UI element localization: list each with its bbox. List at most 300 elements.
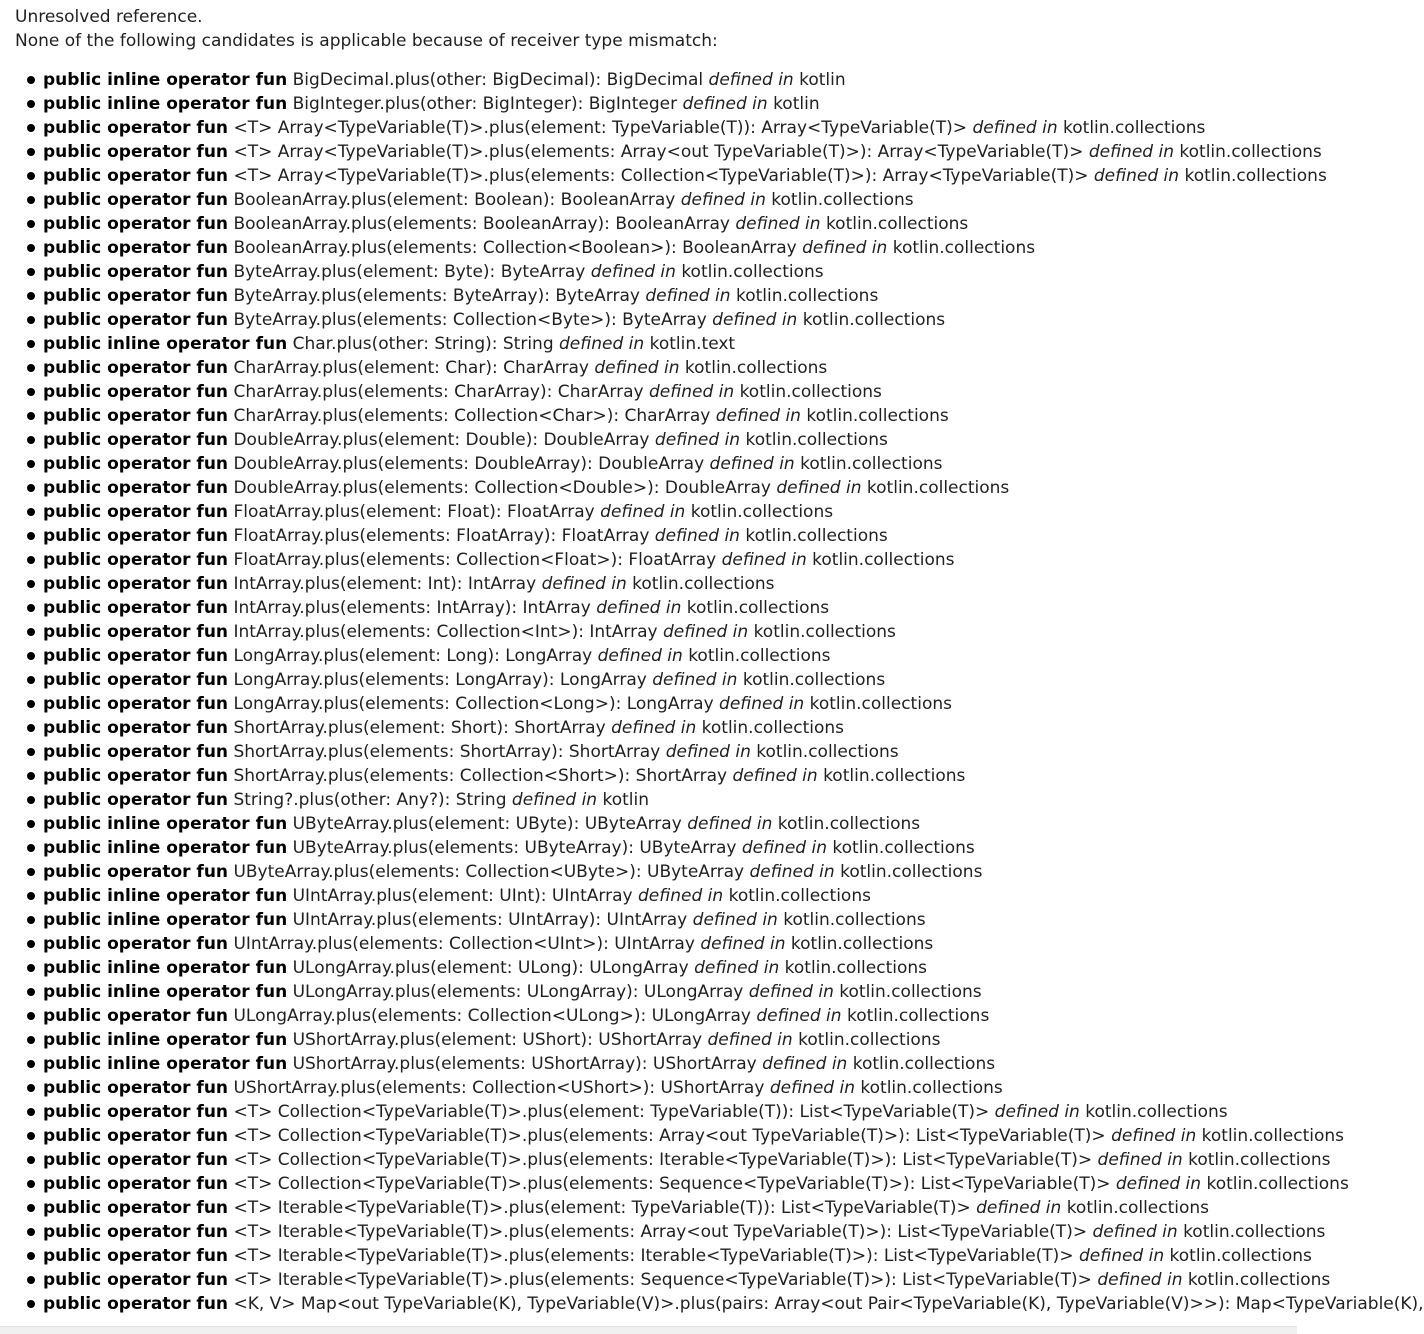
defined-in-label: defined in bbox=[590, 262, 676, 282]
bullet-icon bbox=[27, 988, 35, 996]
candidate-signature: UShortArray.plus(elements: Collection<UShort>): UShortArray bbox=[233, 1078, 765, 1098]
candidate-item bbox=[0, 812, 1424, 836]
candidate-package: kotlin.collections bbox=[784, 958, 927, 978]
candidate-package: kotlin.collections bbox=[735, 286, 879, 306]
candidate-signature: ULongArray.plus(elements: Collection<ULong>): ULongArray bbox=[233, 1006, 751, 1026]
bullet-icon bbox=[27, 1036, 35, 1044]
bullet-icon bbox=[27, 868, 35, 876]
candidate-signature: BigDecimal.plus(other: BigDecimal): BigDecimal bbox=[292, 70, 704, 90]
candidate-modifiers: public operator fun bbox=[43, 1222, 229, 1242]
candidate-modifiers: public operator fun bbox=[43, 526, 229, 546]
candidate-item bbox=[0, 860, 1424, 884]
candidate-signature: <T> Iterable<TypeVariable(T)>.plus(elements: Sequence<TypeVariable(T)>): List<TypeVariable(T)> bbox=[233, 1270, 1092, 1290]
candidate-item bbox=[0, 980, 1424, 1004]
candidate-signature: <T> Array<TypeVariable(T)>.plus(element: TypeVariable(T)): Array<TypeVariable(T)> bbox=[233, 118, 968, 138]
candidate-package: kotlin.collections bbox=[1066, 1198, 1210, 1218]
candidate-item bbox=[0, 908, 1424, 932]
defined-in-label: defined in bbox=[749, 862, 835, 882]
candidate-package: kotlin.collections bbox=[892, 238, 1036, 258]
candidate-package: kotlin bbox=[799, 70, 846, 90]
candidate-item bbox=[0, 788, 1424, 812]
defined-in-label: defined in bbox=[976, 1198, 1062, 1218]
candidate-modifiers: public operator fun bbox=[43, 766, 229, 786]
candidate-package: kotlin.collections bbox=[802, 310, 946, 330]
defined-in-label: defined in bbox=[707, 1030, 793, 1050]
bullet-icon bbox=[27, 748, 35, 756]
candidate-item bbox=[0, 92, 1424, 116]
tooltip-bottom-edge bbox=[0, 1326, 1297, 1334]
candidate-signature: <T> Collection<TypeVariable(T)>.plus(elements: Array<out TypeVariable(T)>): List<TypeVariable(T)> bbox=[233, 1126, 1106, 1146]
defined-in-label: defined in bbox=[756, 1006, 842, 1026]
defined-in-label: defined in bbox=[662, 622, 749, 642]
candidate-package: kotlin.collections bbox=[860, 1078, 1003, 1098]
bullet-icon bbox=[27, 1228, 35, 1236]
candidate-package: kotlin.collections bbox=[832, 838, 975, 858]
candidate-item bbox=[0, 260, 1424, 284]
candidate-package: kotlin.collections bbox=[1169, 1246, 1312, 1266]
candidate-package: kotlin.collections bbox=[756, 742, 899, 762]
bullet-icon bbox=[27, 460, 35, 468]
candidate-item bbox=[0, 1148, 1424, 1172]
candidate-modifiers: public operator fun bbox=[43, 694, 229, 714]
candidate-item bbox=[0, 572, 1424, 596]
candidate-signature: ByteArray.plus(elements: Collection<Byte>): ByteArray bbox=[233, 310, 707, 330]
candidate-item bbox=[0, 740, 1424, 764]
candidate-signature: CharArray.plus(elements: CharArray): CharArray bbox=[233, 382, 644, 402]
candidate-package: kotlin.collections bbox=[1201, 1126, 1344, 1146]
defined-in-label: defined in bbox=[994, 1102, 1080, 1122]
candidate-signature: UByteArray.plus(elements: Collection<UByte>): UByteArray bbox=[233, 862, 745, 882]
candidate-modifiers: public operator fun bbox=[43, 1126, 229, 1146]
bullet-icon bbox=[27, 652, 35, 660]
candidate-signature: ShortArray.plus(elements: ShortArray): ShortArray bbox=[233, 742, 661, 762]
candidate-package: kotlin.collections bbox=[806, 406, 949, 426]
bullet-icon bbox=[27, 1012, 35, 1020]
defined-in-label: defined in bbox=[735, 214, 821, 234]
bullet-icon bbox=[27, 172, 35, 180]
candidate-modifiers: public operator fun bbox=[43, 1246, 229, 1266]
bullet-icon bbox=[27, 412, 35, 420]
candidate-package: kotlin.collections bbox=[632, 574, 775, 594]
candidate-package: kotlin.collections bbox=[739, 382, 882, 402]
candidate-item bbox=[0, 500, 1424, 524]
candidate-package: kotlin.text bbox=[649, 334, 736, 354]
bullet-icon bbox=[27, 388, 35, 396]
candidate-item bbox=[0, 356, 1424, 380]
candidate-item bbox=[0, 212, 1424, 236]
bullet-icon bbox=[27, 796, 35, 804]
candidate-signature: UByteArray.plus(elements: UByteArray): UByteArray bbox=[292, 838, 737, 858]
candidate-signature: <T> Array<TypeVariable(T)>.plus(elements: Array<out TypeVariable(T)>): Array<TypeVariable(T)> bbox=[233, 142, 1084, 162]
candidate-item bbox=[0, 644, 1424, 668]
defined-in-label: defined in bbox=[769, 1078, 855, 1098]
bullet-icon bbox=[27, 268, 35, 276]
candidate-modifiers: public operator fun bbox=[43, 478, 229, 498]
defined-in-label: defined in bbox=[692, 910, 778, 930]
candidate-item bbox=[0, 836, 1424, 860]
defined-in-label: defined in bbox=[709, 454, 795, 474]
candidate-item bbox=[0, 1292, 1424, 1316]
candidate-modifiers: public operator fun bbox=[43, 1150, 229, 1170]
candidate-signature: IntArray.plus(elements: Collection<Int>): IntArray bbox=[233, 622, 658, 642]
candidate-modifiers: public operator fun bbox=[43, 1270, 229, 1290]
candidate-package: kotlin.collections bbox=[839, 982, 982, 1002]
candidate-list bbox=[0, 68, 1424, 1316]
candidate-item bbox=[0, 956, 1424, 980]
candidate-item bbox=[0, 116, 1424, 140]
candidate-signature: <T> Collection<TypeVariable(T)>.plus(element: TypeVariable(T)): List<TypeVariable(T)> bbox=[233, 1102, 990, 1122]
candidate-modifiers: public operator fun bbox=[43, 358, 229, 378]
candidate-signature: ULongArray.plus(element: ULong): ULongArray bbox=[292, 958, 689, 978]
candidate-modifiers: public inline operator fun bbox=[43, 814, 288, 834]
candidate-modifiers: public operator fun bbox=[43, 574, 229, 594]
candidate-item bbox=[0, 68, 1424, 92]
candidate-package: kotlin.collections bbox=[1184, 166, 1327, 186]
candidate-signature: UIntArray.plus(elements: Collection<UInt>): UIntArray bbox=[233, 934, 695, 954]
candidate-package: kotlin.collections bbox=[846, 1006, 990, 1026]
bullet-icon bbox=[27, 556, 35, 564]
candidate-modifiers: public operator fun bbox=[43, 598, 229, 618]
candidate-signature: <K, V> Map<out TypeVariable(K), TypeVariable(V)>.plus(pairs: Array<out Pair<TypeVariable(K), TypeVariable(V)>>): Map<TypeVariable(K), bbox=[233, 1294, 1424, 1314]
bullet-icon bbox=[27, 364, 35, 372]
defined-in-label: defined in bbox=[721, 550, 807, 570]
defined-in-label: defined in bbox=[972, 118, 1058, 138]
candidate-modifiers: public operator fun bbox=[43, 550, 229, 570]
candidate-signature: ByteArray.plus(element: Byte): ByteArray bbox=[233, 262, 586, 282]
candidate-signature: LongArray.plus(element: Long): LongArray bbox=[233, 646, 593, 666]
candidate-signature: <T> Iterable<TypeVariable(T)>.plus(elements: Array<out TypeVariable(T)>): List<TypeVariable(T)> bbox=[233, 1222, 1088, 1242]
defined-in-label: defined in bbox=[559, 334, 645, 354]
candidate-item bbox=[0, 596, 1424, 620]
bullet-icon bbox=[27, 196, 35, 204]
candidate-signature: FloatArray.plus(element: Float): FloatArray bbox=[233, 502, 595, 522]
candidate-package: kotlin.collections bbox=[681, 262, 824, 282]
candidate-modifiers: public operator fun bbox=[43, 718, 229, 738]
defined-in-label: defined in bbox=[732, 766, 818, 786]
defined-in-label: defined in bbox=[665, 742, 751, 762]
candidate-item bbox=[0, 452, 1424, 476]
candidate-item bbox=[0, 1124, 1424, 1148]
candidate-signature: DoubleArray.plus(element: Double): DoubleArray bbox=[233, 430, 650, 450]
defined-in-label: defined in bbox=[1097, 1150, 1183, 1170]
candidate-item bbox=[0, 1244, 1424, 1268]
candidate-modifiers: public inline operator fun bbox=[43, 94, 288, 114]
defined-in-label: defined in bbox=[680, 190, 766, 210]
defined-in-label: defined in bbox=[694, 958, 780, 978]
candidate-item bbox=[0, 932, 1424, 956]
bullet-icon bbox=[27, 1276, 35, 1284]
candidate-modifiers: public inline operator fun bbox=[43, 886, 288, 906]
candidate-item bbox=[0, 1268, 1424, 1292]
candidate-modifiers: public inline operator fun bbox=[43, 334, 288, 354]
candidate-package: kotlin.collections bbox=[745, 430, 888, 450]
defined-in-label: defined in bbox=[600, 502, 686, 522]
defined-in-label: defined in bbox=[687, 814, 773, 834]
candidate-item bbox=[0, 1004, 1424, 1028]
candidate-modifiers: public operator fun bbox=[43, 1174, 229, 1194]
candidate-signature: CharArray.plus(elements: Collection<Char>): CharArray bbox=[233, 406, 711, 426]
candidate-modifiers: public operator fun bbox=[43, 1198, 229, 1218]
candidate-item bbox=[0, 308, 1424, 332]
bullet-icon bbox=[27, 1156, 35, 1164]
candidate-modifiers: public operator fun bbox=[43, 262, 229, 282]
candidate-item bbox=[0, 548, 1424, 572]
candidate-item bbox=[0, 236, 1424, 260]
candidate-package: kotlin.collections bbox=[823, 766, 966, 786]
candidate-package: kotlin.collections bbox=[798, 1030, 941, 1050]
bullet-icon bbox=[27, 220, 35, 228]
candidate-item bbox=[0, 476, 1424, 500]
candidate-signature: UShortArray.plus(elements: UShortArray): UShortArray bbox=[292, 1054, 757, 1074]
defined-in-label: defined in bbox=[682, 94, 768, 114]
defined-in-label: defined in bbox=[596, 598, 682, 618]
bullet-icon bbox=[27, 580, 35, 588]
defined-in-label: defined in bbox=[654, 430, 741, 450]
candidate-item bbox=[0, 620, 1424, 644]
candidate-modifiers: public operator fun bbox=[43, 142, 229, 162]
candidate-signature: ShortArray.plus(elements: Collection<Short>): ShortArray bbox=[233, 766, 728, 786]
bullet-icon bbox=[27, 100, 35, 108]
candidate-item bbox=[0, 404, 1424, 428]
candidate-signature: LongArray.plus(elements: LongArray): LongArray bbox=[233, 670, 647, 690]
candidate-item bbox=[0, 1220, 1424, 1244]
candidate-modifiers: public operator fun bbox=[43, 190, 229, 210]
candidate-package: kotlin.collections bbox=[812, 550, 955, 570]
bullet-icon bbox=[27, 508, 35, 516]
candidate-package: kotlin bbox=[602, 790, 650, 810]
defined-in-label: defined in bbox=[802, 238, 888, 258]
bullet-icon bbox=[27, 1180, 35, 1188]
candidate-package: kotlin.collections bbox=[1206, 1174, 1349, 1194]
candidate-modifiers: public inline operator fun bbox=[43, 982, 288, 1002]
defined-in-label: defined in bbox=[776, 478, 862, 498]
bullet-icon bbox=[27, 532, 35, 540]
defined-in-label: defined in bbox=[748, 982, 834, 1002]
defined-in-label: defined in bbox=[638, 886, 724, 906]
candidate-signature: CharArray.plus(element: Char): CharArray bbox=[233, 358, 589, 378]
candidate-signature: <T> Collection<TypeVariable(T)>.plus(elements: Sequence<TypeVariable(T)>): List<TypeVariable(T)> bbox=[233, 1174, 1111, 1194]
candidate-item bbox=[0, 140, 1424, 164]
candidate-package: kotlin.collections bbox=[1085, 1102, 1228, 1122]
bullet-icon bbox=[27, 820, 35, 828]
candidate-modifiers: public operator fun bbox=[43, 1294, 229, 1314]
candidate-modifiers: public operator fun bbox=[43, 1006, 229, 1026]
candidate-package: kotlin bbox=[773, 94, 820, 114]
candidate-item bbox=[0, 1196, 1424, 1220]
candidate-package: kotlin.collections bbox=[1063, 118, 1206, 138]
candidate-signature: <T> Array<TypeVariable(T)>.plus(elements: Collection<TypeVariable(T)>): Array<TypeVariable(T)> bbox=[233, 166, 1089, 186]
bullet-icon bbox=[27, 124, 35, 132]
candidate-modifiers: public operator fun bbox=[43, 382, 229, 402]
bullet-icon bbox=[27, 484, 35, 492]
tooltip-header bbox=[15, 5, 718, 53]
candidate-item bbox=[0, 1172, 1424, 1196]
defined-in-label: defined in bbox=[1115, 1174, 1202, 1194]
candidate-item bbox=[0, 1028, 1424, 1052]
candidate-modifiers: public inline operator fun bbox=[43, 70, 288, 90]
defined-in-label: defined in bbox=[715, 406, 801, 426]
candidate-modifiers: public operator fun bbox=[43, 646, 229, 666]
bullet-icon bbox=[27, 700, 35, 708]
defined-in-label: defined in bbox=[511, 790, 598, 810]
candidate-package: kotlin.collections bbox=[1187, 1270, 1331, 1290]
candidate-item bbox=[0, 188, 1424, 212]
candidate-package: kotlin.collections bbox=[745, 526, 888, 546]
candidate-package: kotlin.collections bbox=[1183, 1222, 1326, 1242]
candidate-modifiers: public operator fun bbox=[43, 166, 229, 186]
bullet-icon bbox=[27, 1252, 35, 1260]
candidate-modifiers: public inline operator fun bbox=[43, 1054, 288, 1074]
candidate-modifiers: public operator fun bbox=[43, 1102, 229, 1122]
candidate-modifiers: public operator fun bbox=[43, 790, 229, 810]
bullet-icon bbox=[27, 340, 35, 348]
candidate-package: kotlin.collections bbox=[686, 598, 830, 618]
candidate-package: kotlin.collections bbox=[777, 814, 921, 834]
bullet-icon bbox=[27, 676, 35, 684]
candidate-item bbox=[0, 524, 1424, 548]
bullet-icon bbox=[27, 436, 35, 444]
candidate-item bbox=[0, 692, 1424, 716]
defined-in-label: defined in bbox=[708, 70, 794, 90]
defined-in-label: defined in bbox=[611, 718, 697, 738]
candidate-package: kotlin.collections bbox=[840, 862, 983, 882]
bullet-icon bbox=[27, 1060, 35, 1068]
bullet-icon bbox=[27, 1132, 35, 1140]
candidate-package: kotlin.collections bbox=[753, 622, 896, 642]
candidate-modifiers: public inline operator fun bbox=[43, 1030, 288, 1050]
candidate-modifiers: public operator fun bbox=[43, 310, 229, 330]
candidate-package: kotlin.collections bbox=[688, 646, 831, 666]
candidate-signature: UIntArray.plus(element: UInt): UIntArray bbox=[292, 886, 633, 906]
candidate-modifiers: public operator fun bbox=[43, 742, 229, 762]
candidate-package: kotlin.collections bbox=[742, 670, 886, 690]
candidate-signature: DoubleArray.plus(elements: Collection<Double>): DoubleArray bbox=[233, 478, 771, 498]
candidate-item bbox=[0, 764, 1424, 788]
candidate-signature: DoubleArray.plus(elements: DoubleArray): DoubleArray bbox=[233, 454, 705, 474]
bullet-icon bbox=[27, 148, 35, 156]
candidate-modifiers: public operator fun bbox=[43, 118, 229, 138]
candidate-package: kotlin.collections bbox=[771, 190, 914, 210]
candidate-modifiers: public operator fun bbox=[43, 238, 229, 258]
candidate-signature: LongArray.plus(elements: Collection<Long>): LongArray bbox=[233, 694, 714, 714]
bullet-icon bbox=[27, 244, 35, 252]
candidate-package: kotlin.collections bbox=[809, 694, 952, 714]
candidate-package: kotlin.collections bbox=[684, 358, 828, 378]
candidate-modifiers: public operator fun bbox=[43, 502, 229, 522]
candidate-item bbox=[0, 164, 1424, 188]
candidate-modifiers: public operator fun bbox=[43, 454, 229, 474]
candidate-modifiers: public operator fun bbox=[43, 670, 229, 690]
candidate-signature: <T> Collection<TypeVariable(T)>.plus(elements: Iterable<TypeVariable(T)>): List<TypeVariable(T)> bbox=[233, 1150, 1093, 1170]
candidate-signature: ShortArray.plus(element: Short): ShortArray bbox=[233, 718, 606, 738]
error-title: Unresolved reference. bbox=[15, 7, 203, 27]
candidate-package: kotlin.collections bbox=[728, 886, 871, 906]
candidate-modifiers: public operator fun bbox=[43, 430, 229, 450]
candidate-item bbox=[0, 1076, 1424, 1100]
candidate-item bbox=[0, 1100, 1424, 1124]
defined-in-label: defined in bbox=[1088, 142, 1174, 162]
defined-in-label: defined in bbox=[594, 358, 680, 378]
candidate-signature: UByteArray.plus(element: UByte): UByteArray bbox=[292, 814, 682, 834]
candidate-signature: FloatArray.plus(elements: FloatArray): FloatArray bbox=[233, 526, 650, 546]
candidate-signature: UIntArray.plus(elements: UIntArray): UIntArray bbox=[292, 910, 688, 930]
candidate-package: kotlin.collections bbox=[1188, 1150, 1331, 1170]
candidate-item bbox=[0, 884, 1424, 908]
candidate-modifiers: public inline operator fun bbox=[43, 958, 288, 978]
bullet-icon bbox=[27, 316, 35, 324]
bullet-icon bbox=[27, 292, 35, 300]
defined-in-label: defined in bbox=[652, 670, 738, 690]
defined-in-label: defined in bbox=[1092, 1222, 1178, 1242]
candidate-signature: BigInteger.plus(other: BigInteger): BigInteger bbox=[292, 94, 678, 114]
candidate-modifiers: public operator fun bbox=[43, 406, 229, 426]
defined-in-label: defined in bbox=[762, 1054, 848, 1074]
candidate-modifiers: public operator fun bbox=[43, 934, 229, 954]
candidate-package: kotlin.collections bbox=[783, 910, 926, 930]
bullet-icon bbox=[27, 1204, 35, 1212]
bullet-icon bbox=[27, 1108, 35, 1116]
candidate-modifiers: public operator fun bbox=[43, 1078, 229, 1098]
candidate-modifiers: public inline operator fun bbox=[43, 910, 288, 930]
candidate-modifiers: public operator fun bbox=[43, 622, 229, 642]
candidate-package: kotlin.collections bbox=[866, 478, 1010, 498]
candidate-signature: Char.plus(other: String): String bbox=[292, 334, 554, 354]
bullet-icon bbox=[27, 1300, 35, 1308]
bullet-icon bbox=[27, 844, 35, 852]
defined-in-label: defined in bbox=[597, 646, 683, 666]
bullet-icon bbox=[27, 772, 35, 780]
defined-in-label: defined in bbox=[645, 286, 731, 306]
candidate-signature: UShortArray.plus(element: UShort): UShortArray bbox=[292, 1030, 703, 1050]
bullet-icon bbox=[27, 628, 35, 636]
candidate-item bbox=[0, 428, 1424, 452]
bullet-icon bbox=[27, 892, 35, 900]
candidate-package: kotlin.collections bbox=[1179, 142, 1322, 162]
bullet-icon bbox=[27, 604, 35, 612]
candidate-modifiers: public inline operator fun bbox=[43, 838, 288, 858]
candidate-item bbox=[0, 668, 1424, 692]
candidate-modifiers: public operator fun bbox=[43, 214, 229, 234]
candidate-package: kotlin.collections bbox=[800, 454, 943, 474]
defined-in-label: defined in bbox=[700, 934, 786, 954]
bullet-icon bbox=[27, 964, 35, 972]
bullet-icon bbox=[27, 76, 35, 84]
candidate-signature: <T> Iterable<TypeVariable(T)>.plus(element: TypeVariable(T)): List<TypeVariable(T)> bbox=[233, 1198, 971, 1218]
candidate-item bbox=[0, 380, 1424, 404]
candidate-signature: BooleanArray.plus(elements: Collection<Boolean>): BooleanArray bbox=[233, 238, 797, 258]
bullet-icon bbox=[27, 940, 35, 948]
candidate-item bbox=[0, 332, 1424, 356]
defined-in-label: defined in bbox=[712, 310, 798, 330]
defined-in-label: defined in bbox=[1078, 1246, 1165, 1266]
candidate-signature: IntArray.plus(elements: IntArray): IntArray bbox=[233, 598, 591, 618]
candidate-package: kotlin.collections bbox=[852, 1054, 996, 1074]
candidate-package: kotlin.collections bbox=[790, 934, 934, 954]
candidate-signature: ByteArray.plus(elements: ByteArray): ByteArray bbox=[233, 286, 640, 306]
candidate-modifiers: public operator fun bbox=[43, 862, 229, 882]
error-subtitle: None of the following candidates is applicable because of receiver type mismatch: bbox=[15, 31, 718, 51]
bullet-icon bbox=[27, 1084, 35, 1092]
defined-in-label: defined in bbox=[1111, 1126, 1197, 1146]
candidate-package: kotlin.collections bbox=[690, 502, 834, 522]
candidate-signature: ULongArray.plus(elements: ULongArray): ULongArray bbox=[292, 982, 744, 1002]
candidate-item bbox=[0, 716, 1424, 740]
candidate-item bbox=[0, 284, 1424, 308]
defined-in-label: defined in bbox=[719, 694, 805, 714]
candidate-signature: BooleanArray.plus(element: Boolean): BooleanArray bbox=[233, 190, 676, 210]
candidate-signature: String?.plus(other: Any?): String bbox=[233, 790, 507, 810]
candidate-modifiers: public operator fun bbox=[43, 286, 229, 306]
